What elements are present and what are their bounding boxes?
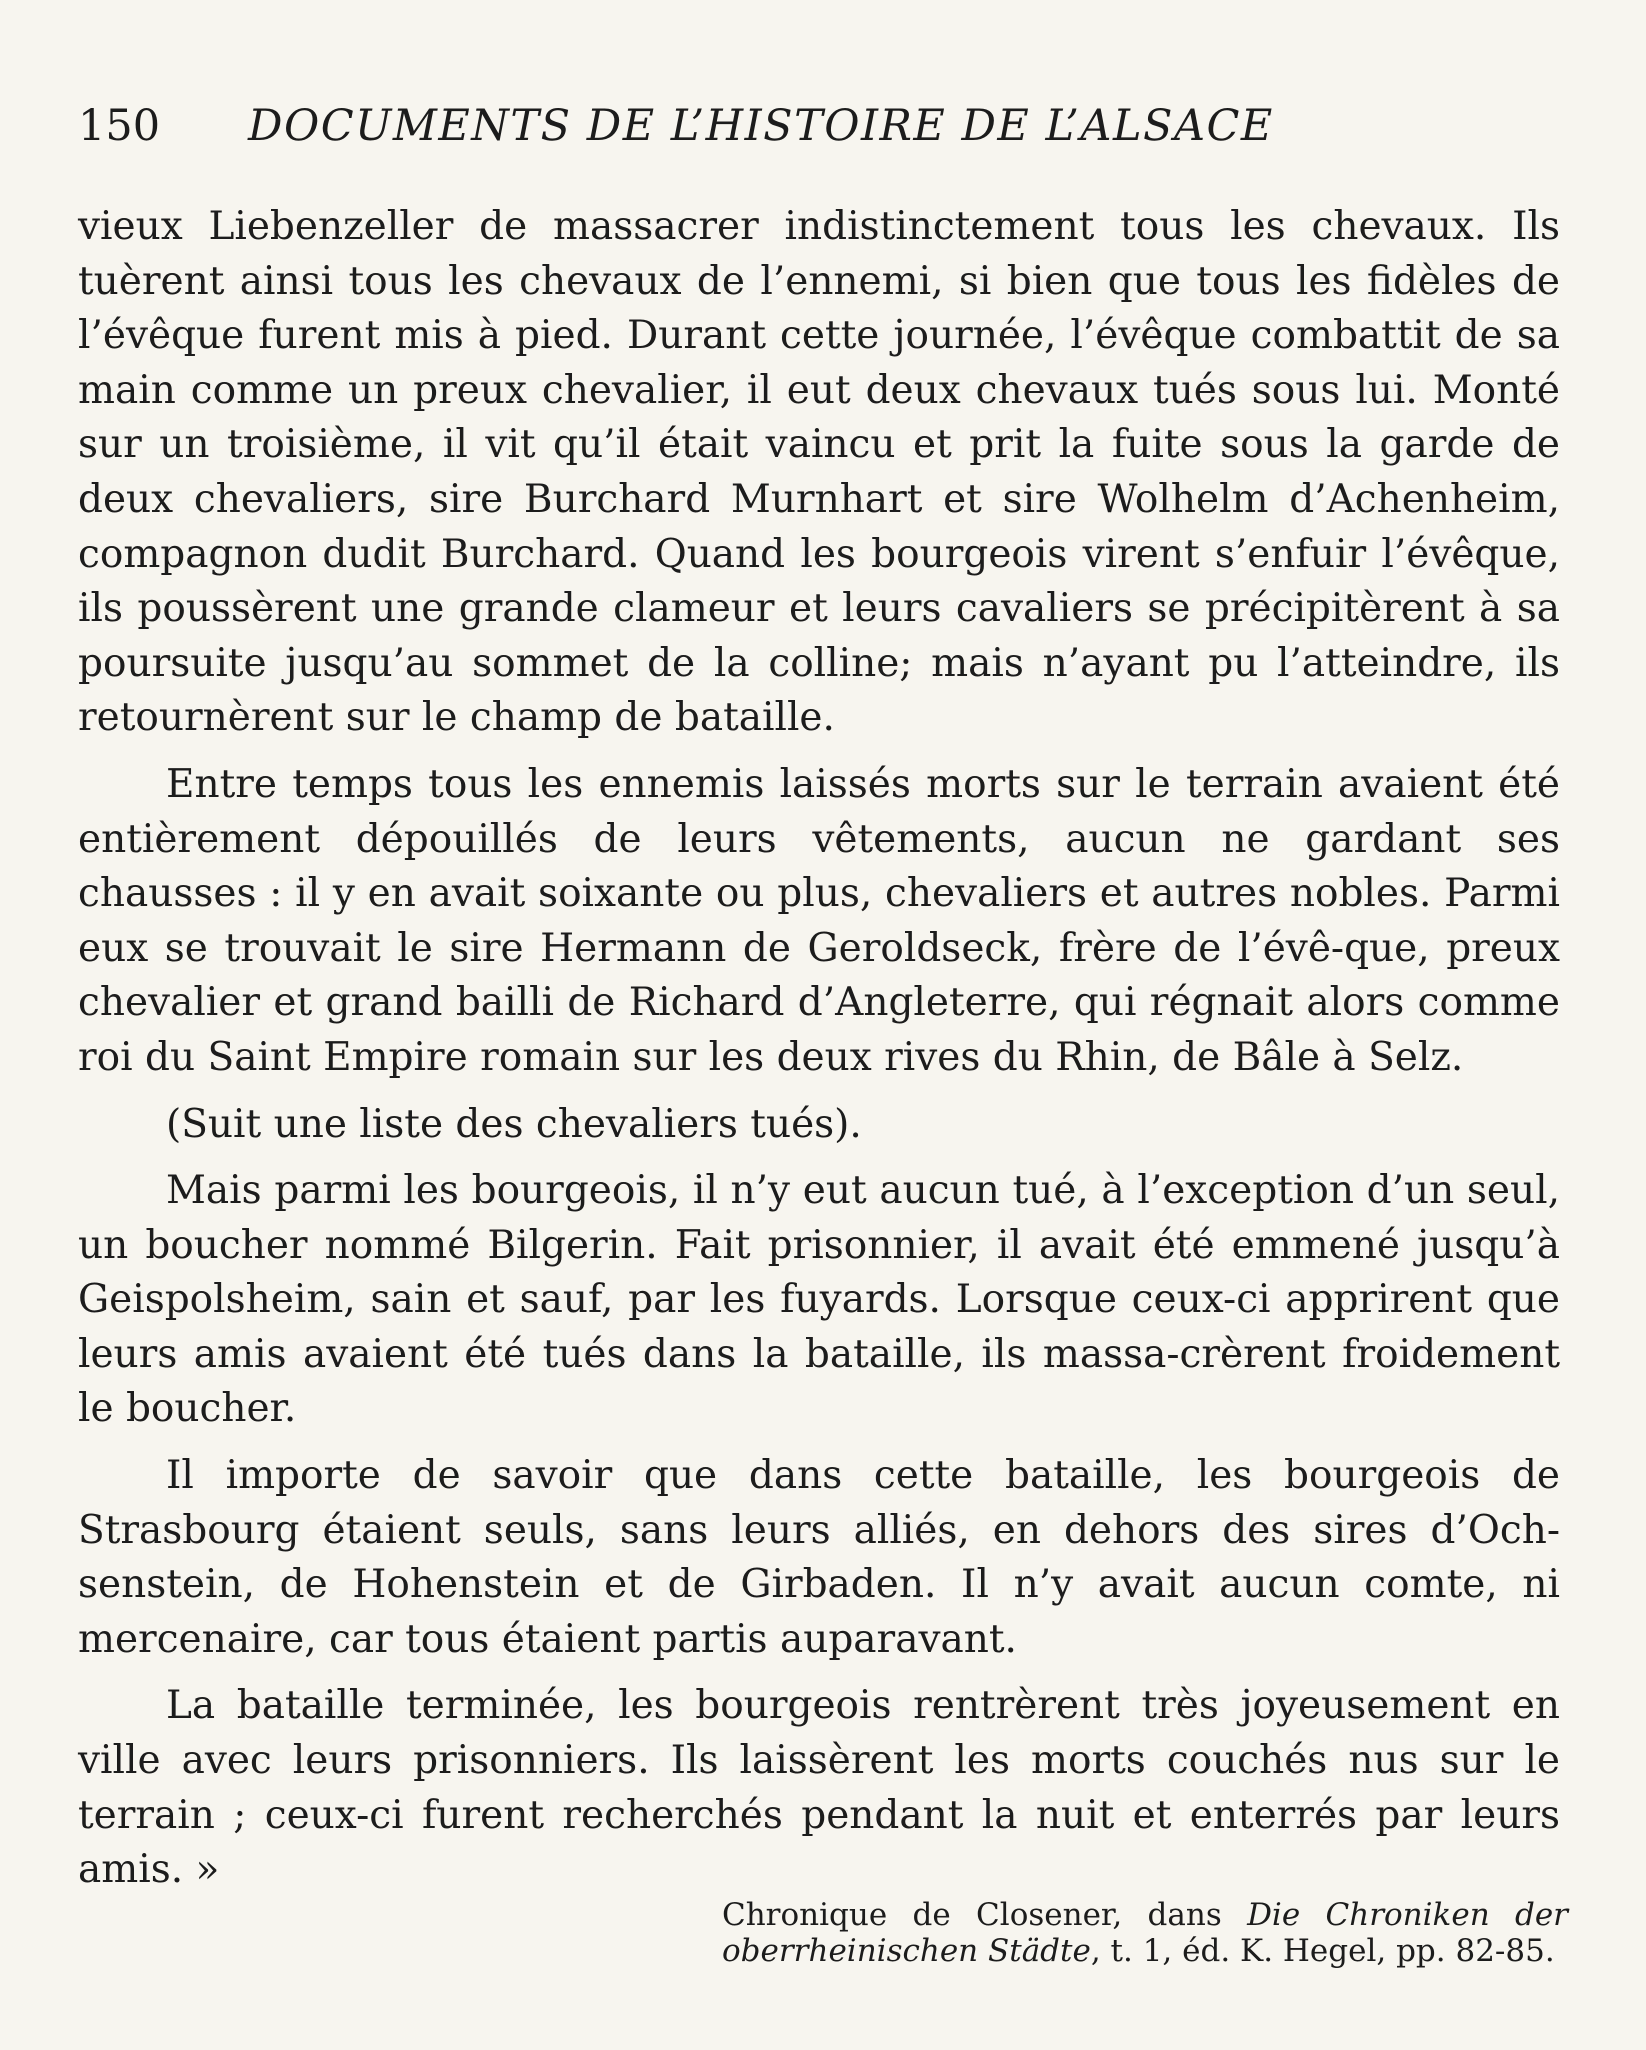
source-prefix: Chronique de Closener, dans — [722, 1897, 1248, 1933]
source-suffix: , t. 1, éd. K. Hegel, pp. 82-85. — [1090, 1933, 1555, 1969]
paragraph-5: Il importe de savoir que dans cette bataille, les bourgeois de Strasbourg étaient seuls, sans leurs alliés, en dehors des sires d’Och-senstein, de Hohenstein et de Girbaden. Il n’y avait aucun comte, ni mercenaire, car tous étaient partis auparavant. — [78, 1453, 1560, 1662]
paragraph-4: Mais parmi les bourgeois, il n’y eut aucun tué, à l’exception d’un seul, un boucher nommé Bilgerin. Fait prisonnier, il avait été emmené jusqu’à Geispolsheim, sain et sauf, par les fuyards. Lorsque ceux-ci apprirent que leurs amis avaient été tués dans la bataille, ils massa-crèrent froidement le boucher. — [78, 1168, 1560, 1432]
paragraph-6: La bataille terminée, les bourgeois rentrèrent très joyeusement en ville avec leurs prisonniers. Ils laissèrent les morts couchés nus sur le terrain ; ceux-ci furent recherchés pendant la nuit et enterrés par leurs amis. » — [78, 1683, 1560, 1893]
running-head — [78, 96, 1568, 156]
paragraph-2: Entre temps tous les ennemis laissés morts sur le terrain avaient été entièrement dépouillés de leurs vêtements, aucun ne gardant ses chausses : il y en avait soixante ou plus, chevaliers et autres nobles. Parmi eux se trouvait le sire Hermann de Geroldseck, frère de l’évê-que, preux chevalier et grand bailli de Richard d’Angleterre, qui régnait alors comme roi du Saint Empire romain sur les deux rives du Rhin, de Bâle à Selz. — [78, 761, 1560, 1080]
body-text — [78, 200, 1560, 1898]
source-work-title: Die Chroniken der oberrheinischen Städte — [722, 1897, 1568, 1969]
source-citation — [722, 1897, 1568, 1969]
paragraph-1: vieux Liebenzeller de massacrer indistinctement tous les chevaux. Ils tuèrent ainsi tous les chevaux de l’ennemi, si bien que tous les fidèles de l’évêque furent mis à pied. Durant cette journée, l’évêque combattit de sa main comme un preux chevalier, il eut deux chevaux tués sous lui. Monté sur un troisième, il vit qu’il était vaincu et prit la fuite sous la garde de deux chevaliers, sire Burchard Murnhart et sire Wolhelm d’Achenheim, compagnon dudit Burchard. Quand les bourgeois virent s’enfuir l’évêque, ils poussèrent une grande clameur et leurs cavaliers se précipitèrent à sa poursuite jusqu’au sommet de la colline; mais n’ayant pu l’atteindre, ils retournèrent sur le champ de bataille. — [78, 204, 1560, 741]
page-number: 150 — [78, 101, 161, 151]
running-title: DOCUMENTS DE L’HISTOIRE DE L’ALSACE — [248, 101, 1274, 151]
paragraph-3: (Suit une liste des chevaliers tués). — [166, 1101, 862, 1147]
